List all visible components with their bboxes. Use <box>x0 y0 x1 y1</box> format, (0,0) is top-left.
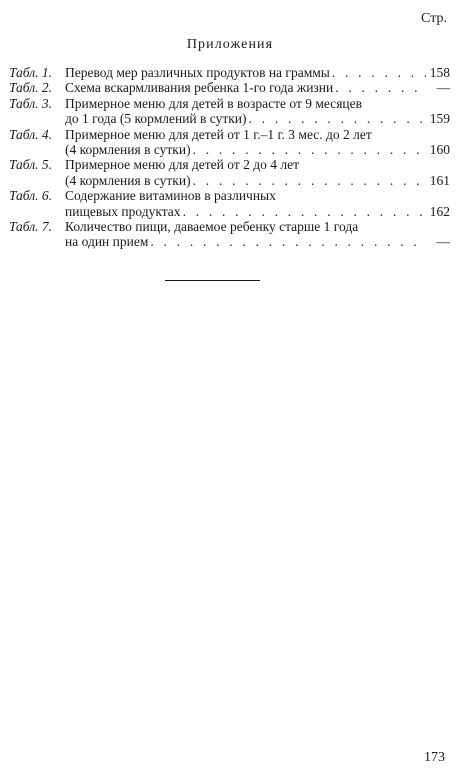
dot-leader <box>193 142 426 157</box>
toc-entry-6[interactable] <box>9 188 450 219</box>
entry-title-line: Примерное меню для детей от 2 до 4 лет <box>65 157 299 173</box>
entry-title-line: Схема вскармливания ребенка 1-го года жизни <box>65 80 334 96</box>
entry-title-line: (4 кормления в сутки) <box>65 172 191 188</box>
entry-last-line <box>65 204 450 219</box>
toc-entry-2[interactable] <box>9 80 450 95</box>
entry-title-line: Содержание витаминов в различных <box>65 188 276 204</box>
section-end-rule <box>165 280 260 281</box>
entry-body <box>65 65 450 80</box>
toc-entry-7[interactable] <box>9 219 450 250</box>
entry-body <box>65 80 450 95</box>
entry-first-line <box>65 127 450 142</box>
entry-page-number: 161 <box>429 172 450 188</box>
page-number: 173 <box>424 750 445 765</box>
table-of-contents <box>9 65 450 250</box>
entry-page-number: — <box>436 80 450 96</box>
entry-body <box>65 157 450 188</box>
entry-label: Табл. 5. <box>9 157 52 173</box>
entry-title-line: Примерное меню для детей в возрасте от 9 месяцев <box>65 95 363 111</box>
toc-entry-5[interactable] <box>9 157 450 188</box>
entry-body <box>65 96 450 127</box>
entry-last-line <box>65 65 450 80</box>
dot-leader <box>335 80 426 95</box>
dot-leader <box>332 65 426 80</box>
dot-leader <box>150 234 426 249</box>
entry-page-number: 158 <box>429 65 450 80</box>
entry-body <box>65 127 450 158</box>
entry-title-line: на один прием <box>65 234 149 250</box>
entry-title-line: Перевод мер различных продуктов на граммы <box>65 65 330 80</box>
entry-page-number: — <box>436 234 450 250</box>
entry-last-line <box>65 173 450 188</box>
entry-first-line <box>65 157 450 172</box>
entry-first-line <box>65 96 450 111</box>
entry-last-line <box>65 234 450 249</box>
entry-label: Табл. 4. <box>9 126 52 142</box>
dot-leader <box>193 173 426 188</box>
entry-label: Табл. 1. <box>9 65 52 80</box>
toc-entry-1[interactable] <box>9 65 450 80</box>
entry-body <box>65 219 450 250</box>
entry-first-line <box>65 219 450 234</box>
entry-label: Табл. 3. <box>9 95 52 111</box>
entry-page-number: 160 <box>429 142 450 158</box>
entry-label: Табл. 7. <box>9 219 52 235</box>
entry-label: Табл. 2. <box>9 80 52 96</box>
toc-entry-4[interactable] <box>9 127 450 158</box>
entry-page-number: 159 <box>429 111 450 127</box>
entry-title-line: Примерное меню для детей от 1 г.–1 г. 3 мес. до 2 лет <box>65 126 372 142</box>
dot-leader <box>183 204 426 219</box>
entry-title-line: пищевых продуктах <box>65 203 181 219</box>
page-column-label: Стр. <box>421 11 447 26</box>
entry-label: Табл. 6. <box>9 188 52 204</box>
entry-title-line: до 1 года (5 кормлений в сутки) <box>65 111 247 127</box>
toc-entry-3[interactable] <box>9 96 450 127</box>
entry-first-line <box>65 188 450 203</box>
dot-leader <box>249 111 426 126</box>
entry-title-line: (4 кормления в сутки) <box>65 142 191 158</box>
entry-title-line: Количество пищи, даваемое ребенку старше 1 года <box>65 219 359 235</box>
entry-last-line <box>65 80 450 95</box>
section-title: Приложения <box>186 37 274 52</box>
entry-last-line <box>65 111 450 126</box>
entry-body <box>65 188 450 219</box>
entry-page-number: 162 <box>429 203 450 219</box>
entry-last-line <box>65 142 450 157</box>
